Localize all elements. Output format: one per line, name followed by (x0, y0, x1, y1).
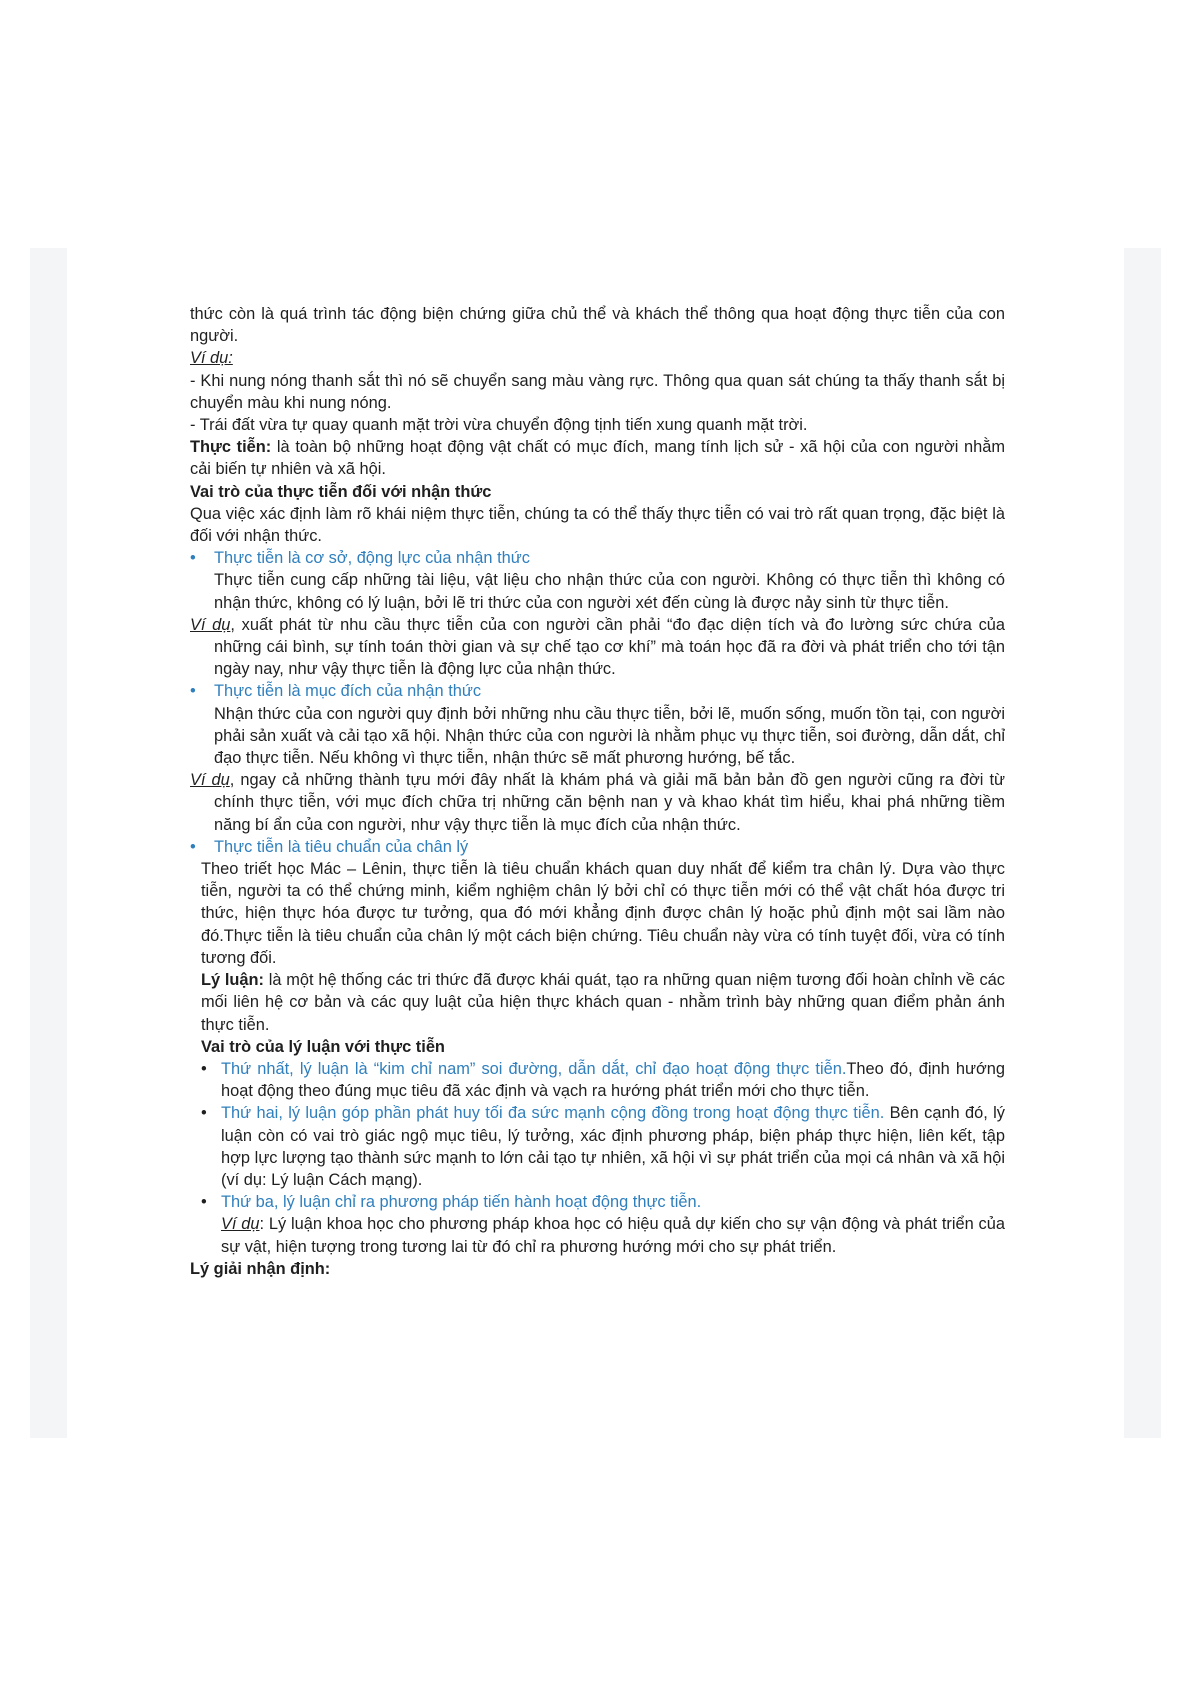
example-text: : Lý luận khoa học cho phương pháp khoa học có hiệu quả dự kiến cho sự vận động và phát triển của sự vật, hiện tượng trong tương lai từ đó chỉ ra phương hướng mới cho sự phát triển. (221, 1215, 1005, 1256)
bullet-body: Theo đó, định hướng hoạt động theo đúng mục tiêu đã xác định và vạch ra hướng phát triển mới cho thực tiễn. (221, 1059, 1005, 1101)
bullet-title: Thứ nhất, lý luận là “kim chỉ nam” soi đường, dẫn dắt, chỉ đạo hoạt động thực tiễn. (221, 1059, 847, 1078)
bullet-dot-icon: • (201, 1193, 207, 1212)
definition-theory (190, 969, 1005, 1036)
example-label-text: Ví dụ (190, 615, 231, 634)
bullet-title: Thứ ba, lý luận chỉ ra phương pháp tiến hành hoạt động thực tiễn. (221, 1193, 702, 1212)
bullet-title: Thực tiễn là tiêu chuẩn của chân lý (214, 837, 469, 856)
bullet-practice-basis (190, 547, 1005, 569)
bullet-practice-criterion (190, 836, 1005, 858)
example-label-text: Ví dụ (221, 1215, 260, 1234)
example-label-text: Ví dụ (190, 771, 230, 790)
bullet-title: Thực tiễn là mục đích của nhận thức (214, 682, 482, 701)
paragraph-cognition-continued: thức còn là quá trình tác động biện chứng giữa chủ thể và khách thể thông qua hoạt động thực tiễn của con người. (190, 305, 1005, 346)
example-practice-purpose (190, 769, 1005, 836)
paragraph-role-intro: Qua việc xác định làm rõ khái niệm thực tiễn, chúng ta có thể thấy thực tiễn có vai trò rất quan trọng, đặc biệt là đối với nhận thức. (190, 504, 1005, 546)
example-text: , ngay cả những thành tựu mới đây nhất là khám phá và giải mã bản bản đồ gen người cũng ra đời từ chính thực tiễn, với mục đích chữa trị những căn bệnh nan y và khao khát tìm hiểu, khai phá những tiềm năng bí ẩn của con người, như vậy thực tiễn là mục đích của nhận thức. (214, 771, 1006, 834)
example-line-earth: - Trái đất vừa tự quay quanh mặt trời vừa chuyển động tịnh tiến xung quanh mặt trời. (190, 416, 808, 435)
bullet-theory-second (190, 1102, 1005, 1191)
example-line-iron-bar: - Khi nung nóng thanh sắt thì nó sẽ chuyển sang màu vàng rực. Thông qua quan sát chúng ta thấy thanh sắt bị chuyển màu khi nung nóng. (190, 371, 1005, 412)
example-practice-basis (190, 614, 1005, 681)
document-content (190, 303, 1005, 1280)
heading-explanation: Lý giải nhận định: (190, 1259, 331, 1278)
bullet-dot-icon: • (190, 682, 196, 701)
definition-practice (190, 436, 1005, 480)
bullet-theory-third (190, 1191, 1005, 1213)
bullet-dot-icon: • (190, 837, 196, 856)
bullet-dot-icon: • (190, 549, 196, 568)
bullet-dot-icon: • (201, 1059, 207, 1078)
example-text: , xuất phát từ nhu cầu thực tiễn của con người cần phải “đo đạc diện tích và đo lường sức chứa của những cái bình, sự tính toán thời gian và sự chế tạo cơ khí” mà toán học đã ra đời và phát triển cho tới tận ngày nay, như vậy thực tiễn là động lực của nhận thức. (214, 615, 1005, 679)
bullet-practice-purpose (190, 680, 1005, 702)
heading-role-of-practice: Vai trò của thực tiễn đối với nhận thức (190, 482, 492, 501)
paragraph-criterion-of-truth: Theo triết học Mác – Lênin, thực tiễn là tiêu chuẩn khách quan duy nhất để kiểm tra chân lý. Dựa vào thực tiễn, người ta có thể chứng minh, kiểm nghiệm chân lý bởi chỉ có thực tiễn mới có thể vật chất hóa được tri thức, hiện thực hóa được tư tưởng, qua đó mới khẳng định được chân lý hoặc phủ định một sai lầm nào đó.Thực tiễn là tiêu chuẩn của chân lý một cách biện chứng. Tiêu chuẩn này vừa có tính tuyệt đối, vừa có tính tương đối. (201, 860, 1005, 967)
term-theory: Lý luận: (201, 971, 265, 990)
example-label-text: Ví dụ: (190, 349, 233, 368)
bullet-title: Thứ hai, lý luận góp phần phát huy tối đa sức mạnh cộng đồng trong hoạt động thực tiễn. (221, 1104, 885, 1123)
bullet-body: Bên cạnh đó, lý luận còn có vai trò giác ngộ mục tiêu, lý tưởng, xác định phương pháp, biện pháp thực hiện, liên kết, tập hợp lực lượng tạo thành sức mạnh to lớn cải tạo tự nhiên, xã hội vì sự phát triển của mọi cá nhân và xã hội (ví dụ: Lý luận Cách mạng). (221, 1104, 1005, 1189)
bullet-body: Nhận thức của con người quy định bởi những nhu cầu thực tiễn, bởi lẽ, muốn sống, muốn tồn tại, con người phải sản xuất và cải tạo xã hội. Nhận thức của con người là nhằm phục vụ thực tiễn, soi đường, dẫn dắt, chỉ đạo thực tiễn. Nếu không vì thực tiễn, nhận thức sẽ mất phương hướng, bế tắc. (214, 704, 1005, 768)
heading-role-of-theory: Vai trò của lý luận với thực tiễn (201, 1037, 445, 1056)
term-practice: Thực tiễn: (190, 438, 272, 457)
definition-practice-text: là toàn bộ những hoạt động vật chất có mục đích, mang tính lịch sử - xã hội của con người nhằm cải biến tự nhiên và xã hội. (190, 438, 1005, 479)
bullet-dot-icon: • (201, 1104, 207, 1123)
example-theory-method (190, 1213, 1005, 1257)
definition-theory-text: là một hệ thống các tri thức đã được khái quát, tạo ra những quan niệm tương đối hoàn chỉnh về các mối liên hệ cơ bản và các quy luật của hiện thực khách quan - nhằm trình bày những quan điểm phản ánh thực tiễn. (201, 971, 1005, 1034)
bullet-body: Thực tiễn cung cấp những tài liệu, vật liệu cho nhận thức của con người. Không có thực tiễn thì không có nhận thức, không có lý luận, bởi lẽ tri thức của con người xét đến cùng là được nảy sinh từ thực tiễn. (214, 571, 1005, 612)
bullet-theory-first (190, 1058, 1005, 1102)
bullet-title: Thực tiễn là cơ sở, động lực của nhận thức (214, 549, 530, 568)
example-label (190, 347, 1005, 369)
